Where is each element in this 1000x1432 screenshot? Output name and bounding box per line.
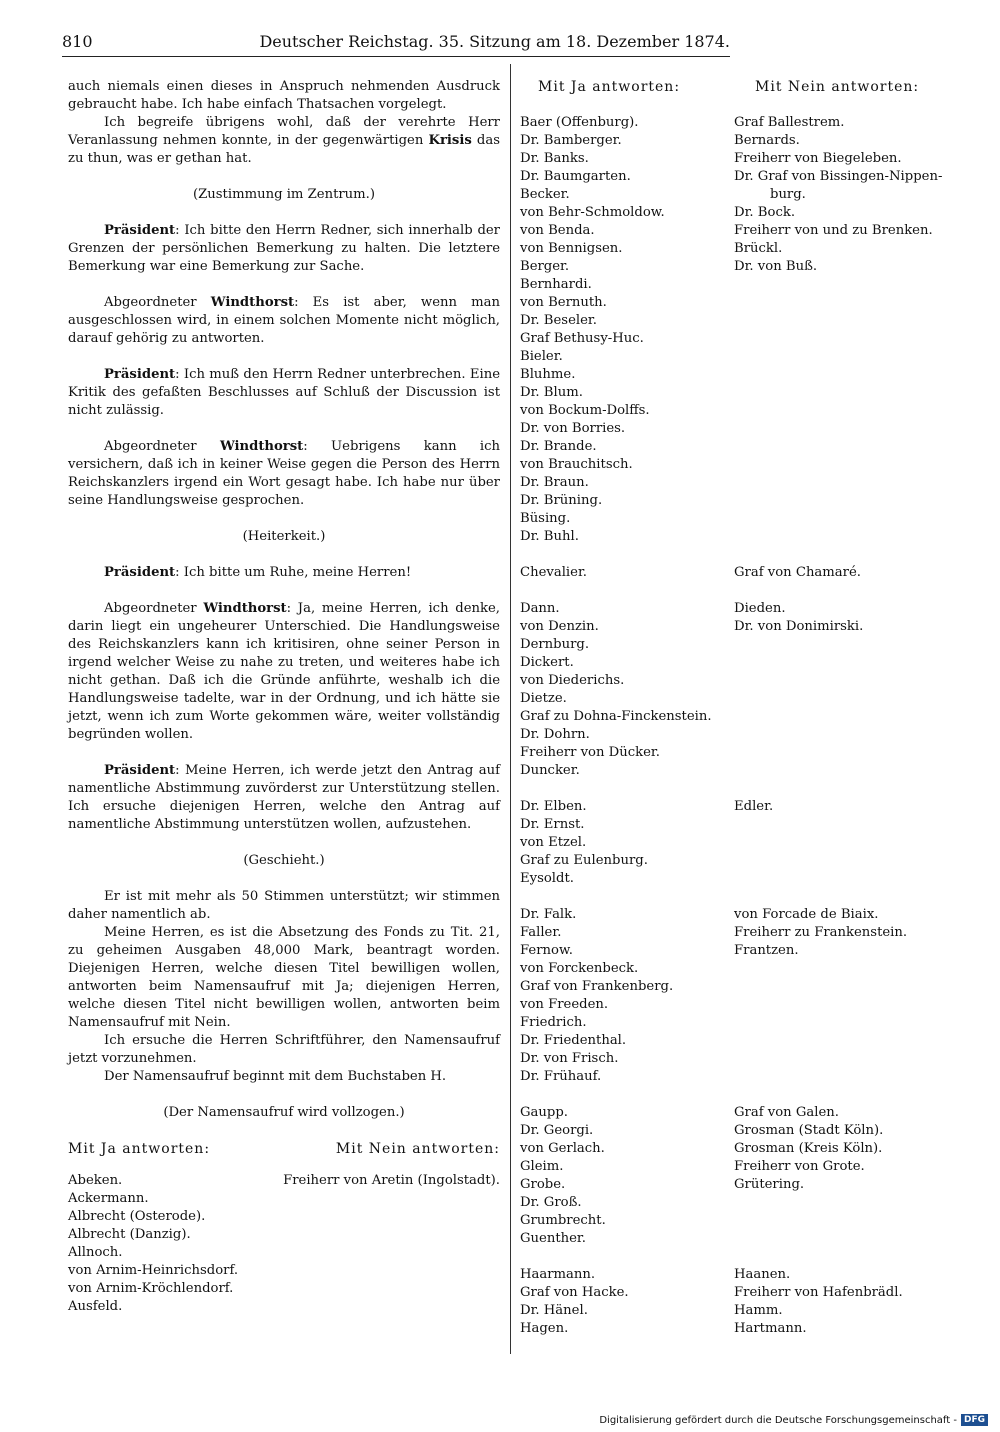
list-item: Baer (Offenburg).	[520, 115, 639, 130]
list-item: von Freeden.	[520, 997, 609, 1012]
header-rule	[62, 56, 730, 57]
list-item: von Arnim-Heinrichsdorf.	[68, 1263, 239, 1278]
dfg-logo: DFG	[961, 1414, 988, 1426]
vote-group	[520, 1266, 960, 1338]
list-item: Dr. von Borries.	[520, 421, 626, 436]
paragraph: Präsident: Meine Herren, ich werde jetzt den Antrag auf namentliche Abstimmung zuvörderst zur Unterstützung stellen. Ich ersuche diejenigen Herren, welche den Antrag auf namentliche Abstimmung unterstützen wollen, aufzustehen.	[68, 763, 500, 832]
list-item: Graf von Frankenberg.	[520, 979, 674, 994]
vote-groups	[520, 114, 960, 1338]
paragraph: Ich ersuche die Herren Schriftführer, den Namensaufruf jetzt vorzunehmen.	[68, 1033, 500, 1066]
list-item: Hartmann.	[734, 1321, 807, 1336]
paragraph: Abgeordneter Windthorst: Es ist aber, wenn man ausgeschlossen wird, in einem solchen Momente nicht möglich, darauf gehörig zu antworten.	[68, 295, 500, 346]
list-item: Grütering.	[734, 1177, 805, 1192]
list-item: Dr. Bamberger.	[520, 133, 622, 148]
right-column	[520, 78, 960, 1356]
list-item: Becker.	[520, 187, 570, 202]
list-item: Freiherr von Dücker.	[520, 745, 660, 760]
remark: (Der Namensaufruf wird vollzogen.)	[163, 1105, 405, 1120]
list-item: von Denzin.	[520, 619, 599, 634]
vote-group	[520, 798, 960, 888]
list-item: Dr. von Buß.	[734, 259, 818, 274]
list-item: Graf von Galen.	[734, 1105, 839, 1120]
list-item: Dieden.	[734, 601, 786, 616]
vote-header	[520, 78, 960, 114]
list-item: Dr. von Frisch.	[520, 1051, 619, 1066]
list-item: Dr. Braun.	[520, 475, 589, 490]
vote-header-ja: Mit Ja antworten:	[68, 1141, 211, 1157]
list-item: Abeken.	[68, 1173, 123, 1188]
list-item: von Gerlach.	[520, 1141, 605, 1156]
list-item: Chevalier.	[520, 565, 587, 580]
list-item: Dr. Groß.	[520, 1195, 582, 1210]
list-item: Gaupp.	[520, 1105, 568, 1120]
list-item: Bernhardi.	[520, 277, 592, 292]
list-item: Dr. Ernst.	[520, 817, 585, 832]
paragraph: Meine Herren, es ist die Absetzung des Fonds zu Tit. 21, zu geheimen Ausgaben 48,000 Mark, beantragt worden. Diejenigen Herren, welche diesen Titel bewilligen wollen, antworten beim Namensaufruf mit Ja; diejenigen Herren, welche diesen Titel nicht bewilligen wollen, antworten beim Namensaufruf mit Nein.	[68, 925, 500, 1030]
list-item: Grobe.	[520, 1177, 566, 1192]
page-title: Deutscher Reichstag. 35. Sitzung am 18. Dezember 1874.	[259, 32, 730, 51]
list-item: Dr. Brande.	[520, 439, 597, 454]
remark: (Zustimmung im Zentrum.)	[192, 187, 376, 202]
list-item: Dernburg.	[520, 637, 590, 652]
list-item: Brückl.	[734, 241, 783, 256]
list-item: von Bennigsen.	[520, 241, 623, 256]
page-header	[62, 32, 730, 54]
list-item: Berger.	[520, 259, 570, 274]
list-item: von Behr-Schmoldow.	[520, 205, 665, 220]
list-item: Freiherr von Hafenbrädl.	[734, 1285, 903, 1300]
list-item: Dr. Hänel.	[520, 1303, 588, 1318]
remark: (Heiterkeit.)	[242, 529, 326, 544]
list-item: Guenther.	[520, 1231, 586, 1246]
paragraph: Ich begreife übrigens wohl, daß der verehrte Herr Veranlassung nehmen konnte, in der gegenwärtigen Krisis das zu thun, was er gethan hat.	[68, 115, 500, 166]
list-item: von Diederichs.	[520, 673, 625, 688]
list-item: von Brauchitsch.	[520, 457, 633, 472]
list-item: Grosman (Kreis Köln).	[734, 1141, 883, 1156]
list-item: Dr. Frühauf.	[520, 1069, 602, 1084]
list-item: Eysoldt.	[520, 871, 574, 886]
footer	[599, 1414, 988, 1426]
paragraph: Er ist mit mehr als 50 Stimmen unterstützt; wir stimmen daher namentlich ab.	[68, 889, 500, 922]
list-item: Bieler.	[520, 349, 563, 364]
list-item: Büsing.	[520, 511, 571, 526]
list-item: Dann.	[520, 601, 560, 616]
list-item: Dr. Beseler.	[520, 313, 597, 328]
vote-header-nein: Mit Nein antworten:	[755, 79, 920, 95]
list-item: Faller.	[520, 925, 562, 940]
list-item: Freiherr von Aretin (Ingolstadt).	[283, 1173, 500, 1188]
footer-text: Digitalisierung gefördert durch die Deutsche Forschungsgemeinschaft -	[599, 1414, 957, 1426]
list-item: von Etzel.	[520, 835, 587, 850]
list-item: Bluhme.	[520, 367, 576, 382]
vote-header-nein: Mit Nein antworten:	[335, 1141, 500, 1157]
vote-group	[520, 906, 960, 1086]
list-item: Freiherr zu Frankenstein.	[734, 925, 908, 940]
list-item: Dr. Baumgarten.	[520, 169, 631, 184]
list-item: Graf von Chamaré.	[734, 565, 861, 580]
paragraph: auch niemals einen dieses in Anspruch nehmenden Ausdruck gebraucht habe. Ich habe einfach Thatsachen vorgelegt.	[68, 79, 500, 112]
ja-list	[520, 906, 734, 1086]
nein-list	[734, 1104, 960, 1248]
list-item: Edler.	[734, 799, 774, 814]
list-item: Friedrich.	[520, 1015, 587, 1030]
list-item: Bernards.	[734, 133, 800, 148]
list-item: Dr. Friedenthal.	[520, 1033, 627, 1048]
nein-list	[734, 906, 960, 1086]
list-item: von Benda.	[520, 223, 595, 238]
vote-header	[68, 1140, 500, 1158]
list-item: Albrecht (Osterode).	[68, 1209, 206, 1224]
list-item: Dr. Brüning.	[520, 493, 603, 508]
list-item: von Bockum-Dolffs.	[520, 403, 650, 418]
list-item: Dr. Falk.	[520, 907, 577, 922]
ja-list	[520, 600, 734, 780]
list-item: Dr. Bock.	[734, 205, 796, 220]
list-item: Freiherr von Biegeleben.	[734, 151, 902, 166]
vote-group	[520, 1104, 960, 1248]
vote-group	[520, 600, 960, 780]
list-item: Hamm.	[734, 1303, 783, 1318]
list-item: Dr. Graf von Bissingen-Nippen-	[734, 169, 943, 184]
list-item: Gleim.	[520, 1159, 564, 1174]
nein-list	[734, 600, 960, 780]
remark: (Geschieht.)	[243, 853, 325, 868]
list-item: Ackermann.	[68, 1191, 149, 1206]
vote-header-ja: Mit Ja antworten:	[538, 79, 681, 95]
ja-list	[520, 1104, 734, 1248]
ja-list	[520, 114, 734, 546]
nein-list	[734, 564, 960, 582]
nein-list	[734, 798, 960, 888]
list-item: Graf Ballestrem.	[734, 115, 845, 130]
list-item: Albrecht (Danzig).	[68, 1227, 191, 1242]
list-item: Fernow.	[520, 943, 573, 958]
list-item: Haarmann.	[520, 1267, 596, 1282]
page-number: 810	[62, 32, 93, 51]
vote-lists	[68, 1172, 500, 1316]
list-item: Dr. Elben.	[520, 799, 587, 814]
list-item: Allnoch.	[68, 1245, 123, 1260]
left-column	[68, 78, 500, 1316]
paragraph: Abgeordneter Windthorst: Uebrigens kann ich versichern, daß ich in keiner Weise gegen die Person des Herrn Reichskanzlers irgend ein Wort gesagt habe. Ich habe nur über seine Handlungsweise gesprochen.	[68, 439, 500, 508]
nein-list	[734, 1266, 960, 1338]
list-item: Hagen.	[520, 1321, 569, 1336]
list-item: Dietze.	[520, 691, 567, 706]
list-item: von Forcade de Biaix.	[734, 907, 879, 922]
paragraph: Präsident: Ich muß den Herrn Redner unterbrechen. Eine Kritik des gefaßten Beschlusses auf Schluß der Discussion ist nicht zulässig.	[68, 367, 500, 418]
list-item: Frantzen.	[734, 943, 799, 958]
list-item: Freiherr von Grote.	[734, 1159, 865, 1174]
list-item: burg.	[770, 187, 806, 202]
list-item: Grosman (Stadt Köln).	[734, 1123, 884, 1138]
list-item: von Bernuth.	[520, 295, 607, 310]
list-item: Grumbrecht.	[520, 1213, 606, 1228]
column-divider	[510, 64, 511, 1354]
list-item: Dr. Banks.	[520, 151, 589, 166]
ja-list	[68, 1172, 268, 1316]
nein-list	[275, 1172, 500, 1316]
paragraph: Präsident: Ich bitte um Ruhe, meine Herren!	[104, 565, 412, 580]
list-item: Dr. Buhl.	[520, 529, 579, 544]
paragraph: Der Namensaufruf beginnt mit dem Buchstaben H.	[104, 1069, 447, 1084]
list-item: Dickert.	[520, 655, 574, 670]
list-item: Haanen.	[734, 1267, 791, 1282]
list-item: Graf zu Eulenburg.	[520, 853, 648, 868]
list-item: Freiherr von und zu Brenken.	[734, 223, 933, 238]
list-item: Graf zu Dohna-Finckenstein.	[520, 709, 712, 724]
list-item: von Arnim-Kröchlendorf.	[68, 1281, 234, 1296]
vote-group	[520, 564, 960, 582]
ja-list	[520, 1266, 734, 1338]
list-item: Duncker.	[520, 763, 580, 778]
list-item: von Forckenbeck.	[520, 961, 639, 976]
paragraph: Präsident: Ich bitte den Herrn Redner, sich innerhalb der Grenzen der persönlichen Bemerkung zu halten. Die letztere Bemerkung war eine Bemerkung zur Sache.	[68, 223, 500, 274]
paragraph: Abgeordneter Windthorst: Ja, meine Herren, ich denke, darin liegt ein ungeheurer Unterschied. Die Handlungsweise des Reichskanzlers kann ich kritisiren, ohne seiner Person in irgend welcher Weise zu nahe zu treten, und weiteres habe ich nicht gethan. Daß ich die Gründe anführte, weshalb ich die Handlungsweise tadelte, war in der Ordnung, und ich hätte sie jetzt, wenn ich zum Worte gekommen wäre, weiter vollständig begründen wollen.	[68, 601, 500, 742]
list-item: Graf von Hacke.	[520, 1285, 629, 1300]
list-item: Graf Bethusy-Huc.	[520, 331, 644, 346]
list-item: Dr. von Donimirski.	[734, 619, 864, 634]
ja-list	[520, 798, 734, 888]
nein-list	[734, 114, 960, 546]
vote-group	[520, 114, 960, 546]
list-item: Ausfeld.	[68, 1299, 123, 1314]
ja-list	[520, 564, 734, 582]
list-item: Dr. Blum.	[520, 385, 583, 400]
list-item: Dr. Dohrn.	[520, 727, 590, 742]
list-item: Dr. Georgi.	[520, 1123, 594, 1138]
